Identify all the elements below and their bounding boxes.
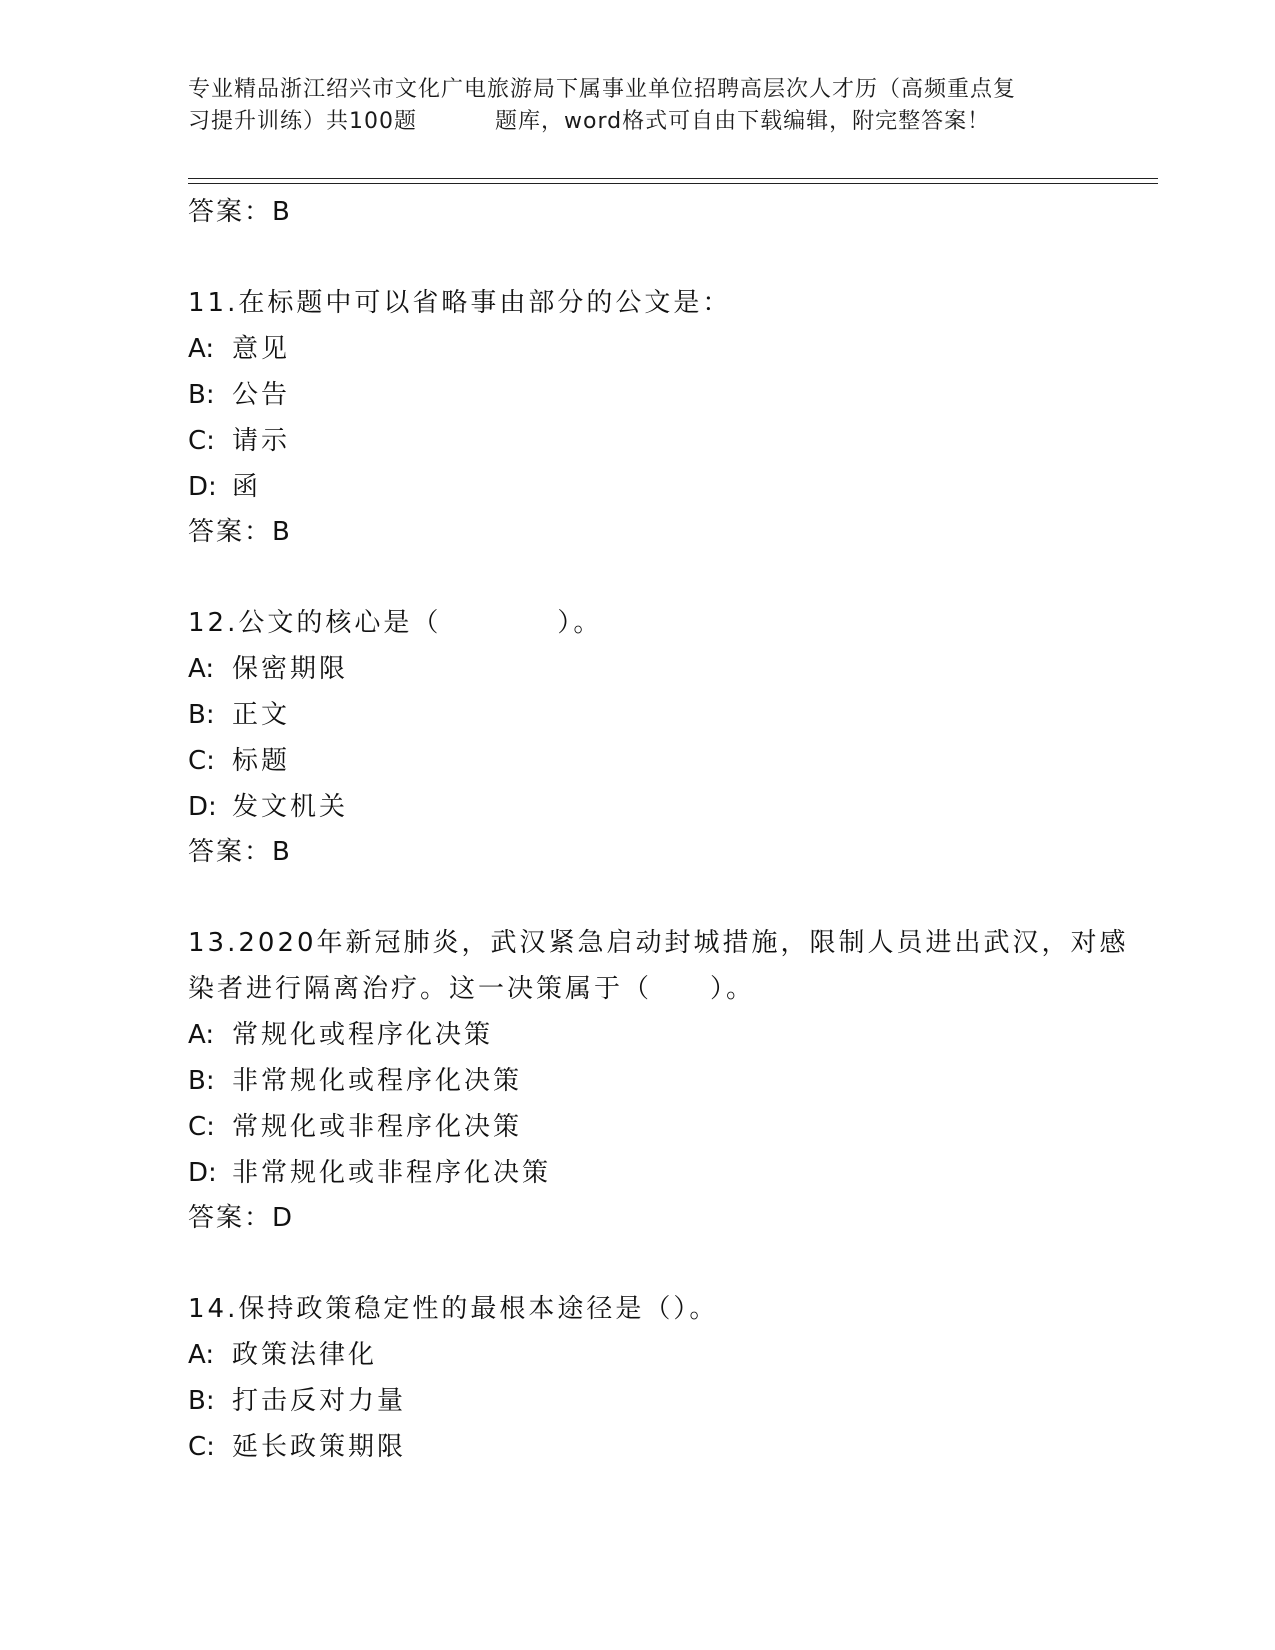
option-key: A: bbox=[188, 334, 215, 364]
question-text: 2020年新冠肺炎，武汉紧急启动封城措施，限制人员进出武汉，对感染者进行隔离治疗。这一决策属于（ ）。 bbox=[188, 928, 1129, 1004]
option-text: 正文 bbox=[232, 700, 291, 730]
option-b bbox=[188, 692, 1138, 738]
answer-value: B bbox=[272, 837, 290, 867]
option-text: 公告 bbox=[232, 380, 291, 410]
question-number: 13. bbox=[188, 928, 239, 958]
question-14 bbox=[188, 1286, 1138, 1470]
option-text: 延长政策期限 bbox=[232, 1432, 407, 1462]
answer bbox=[188, 510, 1138, 554]
answer bbox=[188, 1196, 1138, 1240]
question-stem bbox=[188, 1286, 1138, 1332]
question-number: 12. bbox=[188, 608, 239, 638]
answer-value: B bbox=[272, 197, 290, 227]
option-key: B: bbox=[188, 1066, 215, 1096]
option-key: A: bbox=[188, 1340, 215, 1370]
option-text: 保密期限 bbox=[232, 654, 349, 684]
option-key: A: bbox=[188, 1020, 215, 1050]
option-text: 政策法律化 bbox=[232, 1340, 378, 1370]
option-key: D: bbox=[188, 472, 217, 502]
option-text: 非常规化或程序化决策 bbox=[232, 1066, 523, 1096]
option-key: B: bbox=[188, 700, 215, 730]
answer-label: 答案： bbox=[188, 517, 273, 547]
option-text: 请示 bbox=[232, 426, 291, 456]
question-text: 保持政策稳定性的最根本途径是（）。 bbox=[238, 1294, 719, 1324]
question-stem bbox=[188, 280, 1138, 326]
question-13 bbox=[188, 920, 1138, 1240]
header-divider-bottom bbox=[188, 183, 1158, 184]
option-key: C: bbox=[188, 1112, 215, 1142]
header-title-line-2-part-a: 习提升训练）共100题 bbox=[188, 109, 417, 134]
option-text: 常规化或非程序化决策 bbox=[232, 1112, 523, 1142]
option-key: D: bbox=[188, 792, 217, 822]
option-text: 常规化或程序化决策 bbox=[232, 1020, 494, 1050]
option-a bbox=[188, 326, 1138, 372]
option-key: B: bbox=[188, 380, 215, 410]
answer bbox=[188, 830, 1138, 874]
option-key: A: bbox=[188, 654, 215, 684]
option-d bbox=[188, 784, 1138, 830]
option-a bbox=[188, 1332, 1138, 1378]
answer-value: B bbox=[272, 517, 290, 547]
option-key: C: bbox=[188, 746, 215, 776]
option-key: D: bbox=[188, 1158, 217, 1188]
option-key: C: bbox=[188, 1432, 215, 1462]
question-list bbox=[188, 190, 1138, 1470]
option-key: C: bbox=[188, 426, 215, 456]
page-header bbox=[188, 74, 1088, 138]
option-text: 非常规化或非程序化决策 bbox=[232, 1158, 552, 1188]
option-c bbox=[188, 1104, 1138, 1150]
header-divider-top bbox=[188, 178, 1158, 179]
option-c bbox=[188, 1424, 1138, 1470]
question-12 bbox=[188, 600, 1138, 874]
answer-label: 答案： bbox=[188, 197, 273, 227]
option-d bbox=[188, 464, 1138, 510]
question-number: 11. bbox=[188, 288, 239, 318]
option-a bbox=[188, 646, 1138, 692]
option-text: 函 bbox=[232, 472, 262, 502]
option-c bbox=[188, 738, 1138, 784]
question-11 bbox=[188, 280, 1138, 554]
previous-answer bbox=[188, 190, 1138, 234]
header-title-line-2 bbox=[188, 106, 1088, 138]
option-text: 标题 bbox=[232, 746, 291, 776]
question-stem bbox=[188, 600, 1138, 646]
header-title-line-1: 专业精品浙江绍兴市文化广电旅游局下属事业单位招聘高层次人才历（高频重点复 bbox=[188, 77, 1017, 102]
answer-value: D bbox=[272, 1203, 293, 1233]
option-text: 打击反对力量 bbox=[232, 1386, 407, 1416]
option-b bbox=[188, 1378, 1138, 1424]
option-c bbox=[188, 418, 1138, 464]
option-b bbox=[188, 1058, 1138, 1104]
option-text: 意见 bbox=[232, 334, 291, 364]
option-a bbox=[188, 1012, 1138, 1058]
question-text: 在标题中可以省略事由部分的公文是： bbox=[238, 288, 732, 318]
question-stem bbox=[188, 920, 1138, 1012]
header-title-line-2-part-b: 题库，word格式可自由下载编辑，附完整答案！ bbox=[495, 109, 991, 134]
answer-label: 答案： bbox=[188, 1203, 273, 1233]
question-number: 14. bbox=[188, 1294, 239, 1324]
option-b bbox=[188, 372, 1138, 418]
option-d bbox=[188, 1150, 1138, 1196]
question-text: 公文的核心是（ ）。 bbox=[238, 608, 603, 638]
answer-label: 答案： bbox=[188, 837, 273, 867]
option-text: 发文机关 bbox=[232, 792, 349, 822]
option-key: B: bbox=[188, 1386, 215, 1416]
